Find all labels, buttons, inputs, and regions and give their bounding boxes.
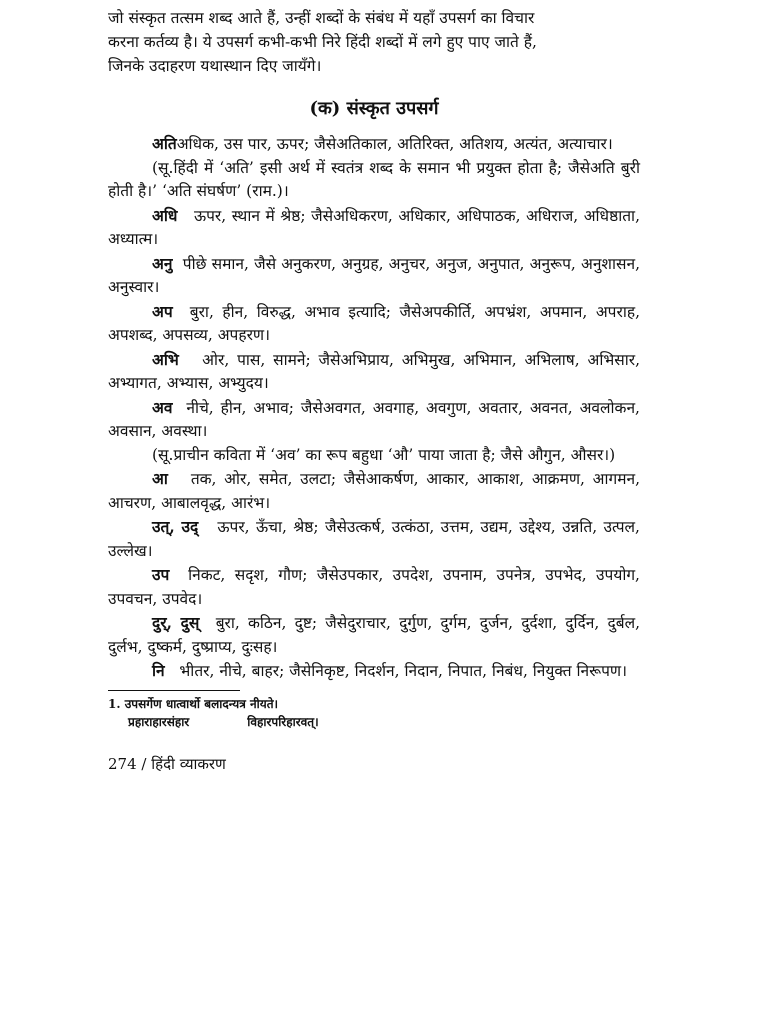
prefix-term: आ [152, 469, 168, 488]
prefix-definition: नीचे, हीन, अभाव; जैसेअवगत, अवगाह, अवगुण, अवतार, अवनत, अवलोकन, अवसान, अवस्था। [108, 398, 640, 440]
page-number: 274 / हिंदी व्याकरण [108, 754, 226, 773]
intro-line: करना कर्तव्य है। ये उपसर्ग कभी-कभी निरे हिंदी शब्दों में लगे हुए पाए जाते हैं, [108, 33, 537, 51]
prefix-term: अभि [152, 349, 179, 369]
prefix-entry-ut [108, 515, 640, 563]
prefix-entry-aa [108, 467, 640, 515]
prefix-entry-dur [108, 611, 640, 659]
prefix-entry-adhi [108, 204, 640, 252]
prefix-definition: पीछे समान, जैसे अनुकरण, अनुग्रह, अनुचर, अनुज, अनुपात, अनुरूप, अनुशासन, अनुस्वार। [108, 254, 640, 296]
prefix-term: अधि [152, 205, 178, 225]
footnote-line: 1. उपसर्गेण धात्वार्थो बलादन्यत्र नीयते। [108, 696, 279, 711]
intro-paragraph [108, 6, 640, 78]
prefix-term: अति [152, 134, 177, 153]
prefix-entry-upa [108, 563, 640, 611]
prefix-definition: बुरा, हीन, विरुद्ध, अभाव इत्यादि; जैसेअपकीर्ति, अपभ्रंश, अपमान, अपराह, अपशब्द, अपसव्य, अपहरण। [108, 302, 641, 344]
prefix-entry-anu [108, 252, 640, 300]
intro-line: जिनके उदाहरण यथास्थान दिए जायँगे। [108, 57, 322, 75]
prefix-term: अव [152, 397, 173, 417]
document-page [108, 0, 640, 775]
prefix-definition: ऊपर, स्थान में श्रेष्ठ; जैसेअधिकरण, अधिकार, अधिपाठक, अधिराज, अधिष्ठाता, अध्यात्म। [108, 206, 641, 248]
note-ati: (सू.हिंदी में ‘अति’ इसी अर्थ में स्वतंत्र शब्द के समान भी प्रयुक्त होता है; जैसेअति बुरी होती है।’ ‘अति संघर्षण’ (राम.)। [108, 158, 640, 200]
prefix-term: उप [152, 565, 170, 584]
prefix-term: दुर्, दुस् [152, 613, 200, 632]
footnote-verse [128, 713, 640, 731]
prefix-definition: अधिक, उस पार, ऊपर; जैसेअतिकाल, अतिरिक्त, अतिशय, अत्यंत, अत्याचार। [176, 135, 613, 153]
prefix-entry-ati [108, 132, 640, 157]
prefix-term: उत्, उद् [152, 517, 199, 536]
prefix-definition: भीतर, नीचे, बाहर; जैसेनिकृष्ट, निदर्शन, निदान, निपात, निबंध, नियुक्त निरूपण। [179, 662, 628, 680]
prefix-term: अप [152, 301, 173, 321]
note-ava: (सू.प्राचीन कविता में ‘अव’ का रूप बहुधा ‘औ’ पाया जाता है; जैसे औगुन, औसर।) [152, 445, 616, 464]
prefix-definition: ओर, पास, सामने; जैसेअभिप्राय, अभिमुख, अभिमान, अभिलाष, अभिसार, अभ्यागत, अभ्यास, अभ्युदय। [108, 350, 641, 392]
prefix-entry-apa [108, 300, 640, 348]
intro-line: जो संस्कृत तत्सम शब्द आते हैं, उन्हीं शब्दों के संबंध में यहाँ उपसर्ग का विचार [108, 9, 535, 27]
prefix-definition: बुरा, कठिन, दुष्ट; जैसेदुराचार, दुर्गुण, दुर्गम, दुर्जन, दुर्दशा, दुर्दिन, दुर्बल, दुर्लभ, दुष्कर्म, दुष्प्राप्य, दुःसह। [108, 614, 641, 656]
footnote-verse-part: विहारपरिहारवत्। [247, 714, 319, 729]
prefix-entry-ni [108, 659, 640, 684]
footnote-verse-part: प्रहाराहारसंहार [128, 714, 190, 729]
prefix-entry-ava [108, 396, 640, 444]
prefix-definition: ऊपर, ऊँचा, श्रेष्ठ; जैसेउत्कर्ष, उत्कंठा, उत्तम, उद्यम, उद्देश्य, उन्नति, उत्पल, उल्लेख। [108, 518, 640, 560]
prefix-definition: निकट, सदृश, गौण; जैसेउपकार, उपदेश, उपनाम, उपनेत्र, उपभेद, उपयोग, उपवचन, उपवेद। [108, 566, 640, 608]
footnote-divider [108, 690, 240, 691]
prefix-term: अनु [152, 253, 173, 273]
section-heading: (क) संस्कृत उपसर्ग [309, 98, 439, 119]
prefix-entry-abhi [108, 348, 640, 396]
prefix-term: नि [152, 661, 165, 680]
prefix-definition: तक, ओर, समेत, उलटा; जैसेआकर्षण, आकार, आकाश, आक्रमण, आगमन, आचरण, आबालवृद्ध, आरंभ। [108, 470, 640, 512]
